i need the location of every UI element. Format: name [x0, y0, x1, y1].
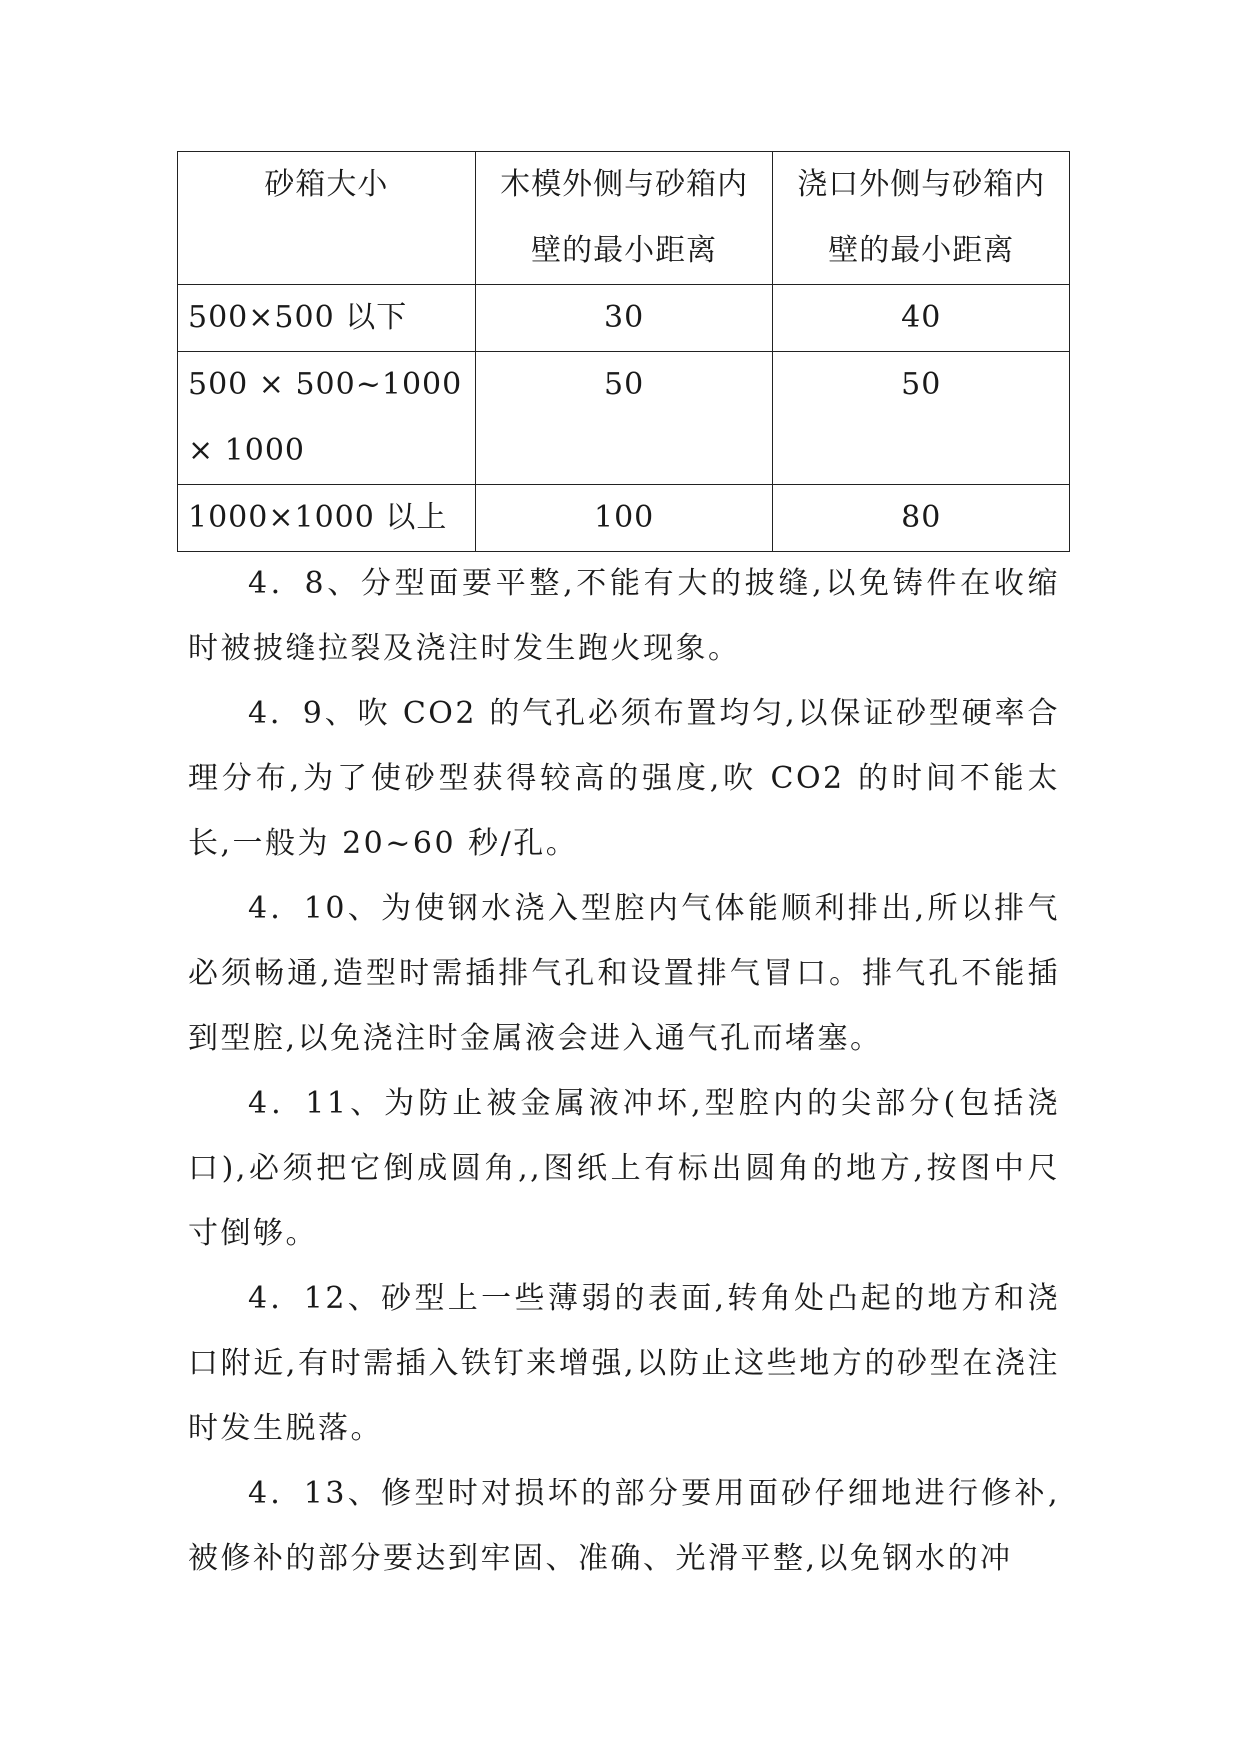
- paragraph-4-11: 4．11、为防止被金属液冲坏,型腔内的尖部分(包括浇口),必须把它倒成圆角,,图纸上有标出圆角的地方,按图中尺寸倒够。: [188, 1086, 1060, 1251]
- header-flask-size: 砂箱大小: [178, 152, 476, 285]
- paragraph-4-9: 4．9、吹 CO2 的气孔必须布置均匀,以保证砂型硬率合理分布,为了使砂型获得较高的强度,吹 CO2 的时间不能太长,一般为 20~60 秒/孔。: [188, 696, 1060, 861]
- table-row: [178, 485, 1070, 552]
- table-row: [178, 285, 1070, 352]
- cell-gate-clearance: 50: [773, 352, 1070, 485]
- cell-flask-size: 1000×1000 以上: [178, 485, 476, 552]
- header-gate-clearance: 浇口外侧与砂箱内壁的最小距离: [773, 152, 1070, 285]
- flask-clearance-table: [177, 151, 1070, 552]
- paragraph-4-8: 4．8、分型面要平整,不能有大的披缝,以免铸件在收缩时被披缝拉裂及浇注时发生跑火现象。: [188, 566, 1060, 666]
- cell-flask-size: 500×500 以下: [178, 285, 476, 352]
- cell-gate-clearance: 40: [773, 285, 1070, 352]
- cell-mold-clearance: 100: [475, 485, 773, 552]
- cell-mold-clearance: 30: [475, 285, 773, 352]
- body-text: [188, 551, 1060, 1591]
- header-mold-clearance: 木模外侧与砂箱内壁的最小距离: [475, 152, 773, 285]
- table-header-row: [178, 152, 1070, 285]
- cell-mold-clearance: 50: [475, 352, 773, 485]
- cell-flask-size: 500 × 500~1000 × 1000: [178, 352, 476, 485]
- table-row: [178, 352, 1070, 485]
- paragraph-4-12: 4．12、砂型上一些薄弱的表面,转角处凸起的地方和浇口附近,有时需插入铁钉来增强,以防止这些地方的砂型在浇注时发生脱落。: [188, 1281, 1060, 1446]
- paragraph-4-13: 4．13、修型时对损坏的部分要用面砂仔细地进行修补,被修补的部分要达到牢固、准确、光滑平整,以免钢水的冲: [188, 1476, 1060, 1576]
- paragraph-4-10: 4．10、为使钢水浇入型腔内气体能顺利排出,所以排气必须畅通,造型时需插排气孔和设置排气冒口。排气孔不能插到型腔,以免浇注时金属液会进入通气孔而堵塞。: [188, 891, 1060, 1056]
- cell-gate-clearance: 80: [773, 485, 1070, 552]
